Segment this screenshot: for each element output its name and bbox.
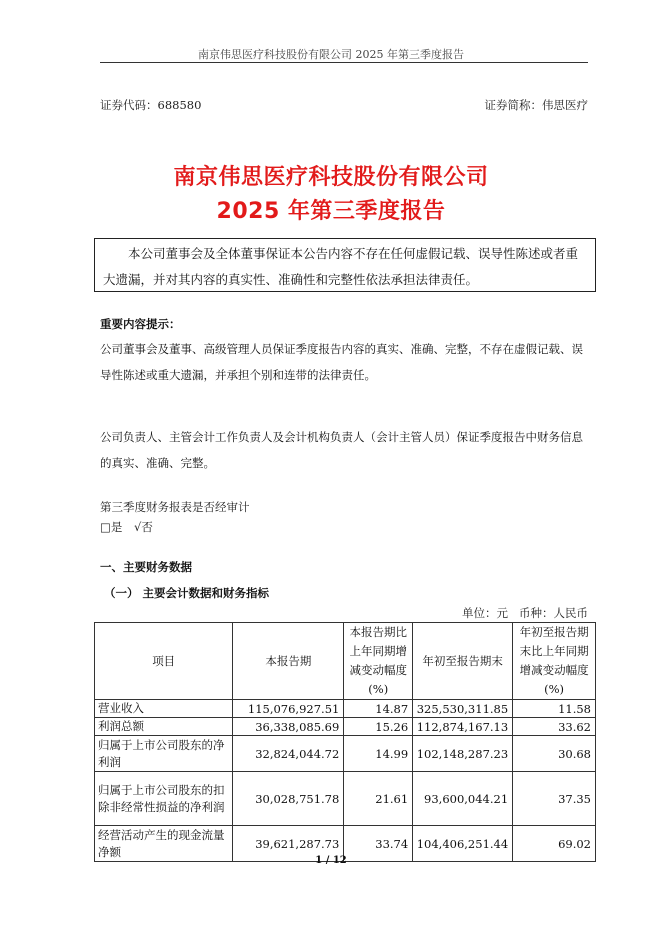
page-number: 1 / 12: [315, 855, 347, 866]
row-current-change: 14.87: [344, 700, 413, 718]
row-current-change: 14.99: [344, 736, 413, 772]
row-ytd-change: 33.62: [513, 718, 596, 736]
row-ytd: 104,406,251.44: [413, 826, 513, 862]
table-row: [95, 736, 596, 772]
col-current: 本报告期: [233, 623, 344, 700]
financial-indicators-table: [94, 622, 596, 862]
row-item: 营业收入: [95, 700, 233, 718]
table-header-row: [95, 623, 596, 700]
subsection-heading: （一） 主要会计数据和财务指标: [104, 586, 270, 600]
table-row: [95, 700, 596, 718]
unit-note: 单位：元 币种：人民币: [462, 606, 588, 620]
row-current-change: 33.74: [344, 826, 413, 862]
audit-no-option: √否: [134, 520, 153, 534]
row-ytd: 325,530,311.85: [413, 700, 513, 718]
row-item: 利润总额: [95, 718, 233, 736]
row-current-change: 15.26: [344, 718, 413, 736]
audit-answer: [100, 519, 153, 535]
important-para-1: 公司董事会及董事、高级管理人员保证季度报告内容的真实、准确、完整，不存在虚假记载、误导性陈述或重大遗漏，并承担个别和连带的法律责任。: [100, 342, 583, 382]
stock-abbreviation: 证券简称：伟思医疗: [484, 98, 588, 112]
col-ytd-change: 年初至报告期末比上年同期增减变动幅度(%): [513, 623, 596, 700]
row-item: 经营活动产生的现金流量净额: [95, 826, 233, 862]
row-ytd: 112,874,167.13: [413, 718, 513, 736]
header-divider: [100, 62, 588, 63]
row-ytd: 93,600,044.21: [413, 772, 513, 826]
row-ytd-change: 69.02: [513, 826, 596, 862]
section-heading: 一、主要财务数据: [100, 560, 192, 574]
col-current-change: 本报告期比上年同期增减变动幅度(%): [344, 623, 413, 700]
board-statement-box: 本公司董事会及全体董事保证本公告内容不存在任何虚假记载、误导性陈述或者重大遗漏，并对其内容的真实性、准确性和完整性依法承担法律责任。: [94, 238, 596, 292]
important-heading: 重要内容提示：: [100, 317, 181, 331]
col-item: 项目: [95, 623, 233, 700]
row-current: 36,338,085.69: [233, 718, 344, 736]
stock-code: 证券代码：688580: [100, 98, 202, 112]
row-ytd: 102,148,287.23: [413, 736, 513, 772]
audit-yes-option: □是: [100, 520, 123, 534]
audit-question: 第三季度财务报表是否经审计: [100, 500, 250, 514]
table-row: [95, 772, 596, 826]
report-title: 2025 年第三季度报告: [216, 199, 446, 224]
row-current: 39,621,287.73: [233, 826, 344, 862]
row-ytd-change: 30.68: [513, 736, 596, 772]
row-current: 115,076,927.51: [233, 700, 344, 718]
row-item: 归属于上市公司股东的净利润: [95, 736, 233, 772]
row-current-change: 21.61: [344, 772, 413, 826]
row-current: 32,824,044.72: [233, 736, 344, 772]
row-item: 归属于上市公司股东的扣除非经常性损益的净利润: [95, 772, 233, 826]
col-ytd: 年初至报告期末: [413, 623, 513, 700]
row-ytd-change: 37.35: [513, 772, 596, 826]
row-current: 30,028,751.78: [233, 772, 344, 826]
table-row: [95, 718, 596, 736]
row-ytd-change: 11.58: [513, 700, 596, 718]
running-header: 南京伟思医疗科技股份有限公司 2025 年第三季度报告: [198, 48, 464, 61]
company-title: 南京伟思医疗科技股份有限公司: [173, 165, 489, 190]
important-para-2: 公司负责人、主管会计工作负责人及会计机构负责人（会计主管人员）保证季度报告中财务信息的真实、准确、完整。: [100, 430, 583, 470]
